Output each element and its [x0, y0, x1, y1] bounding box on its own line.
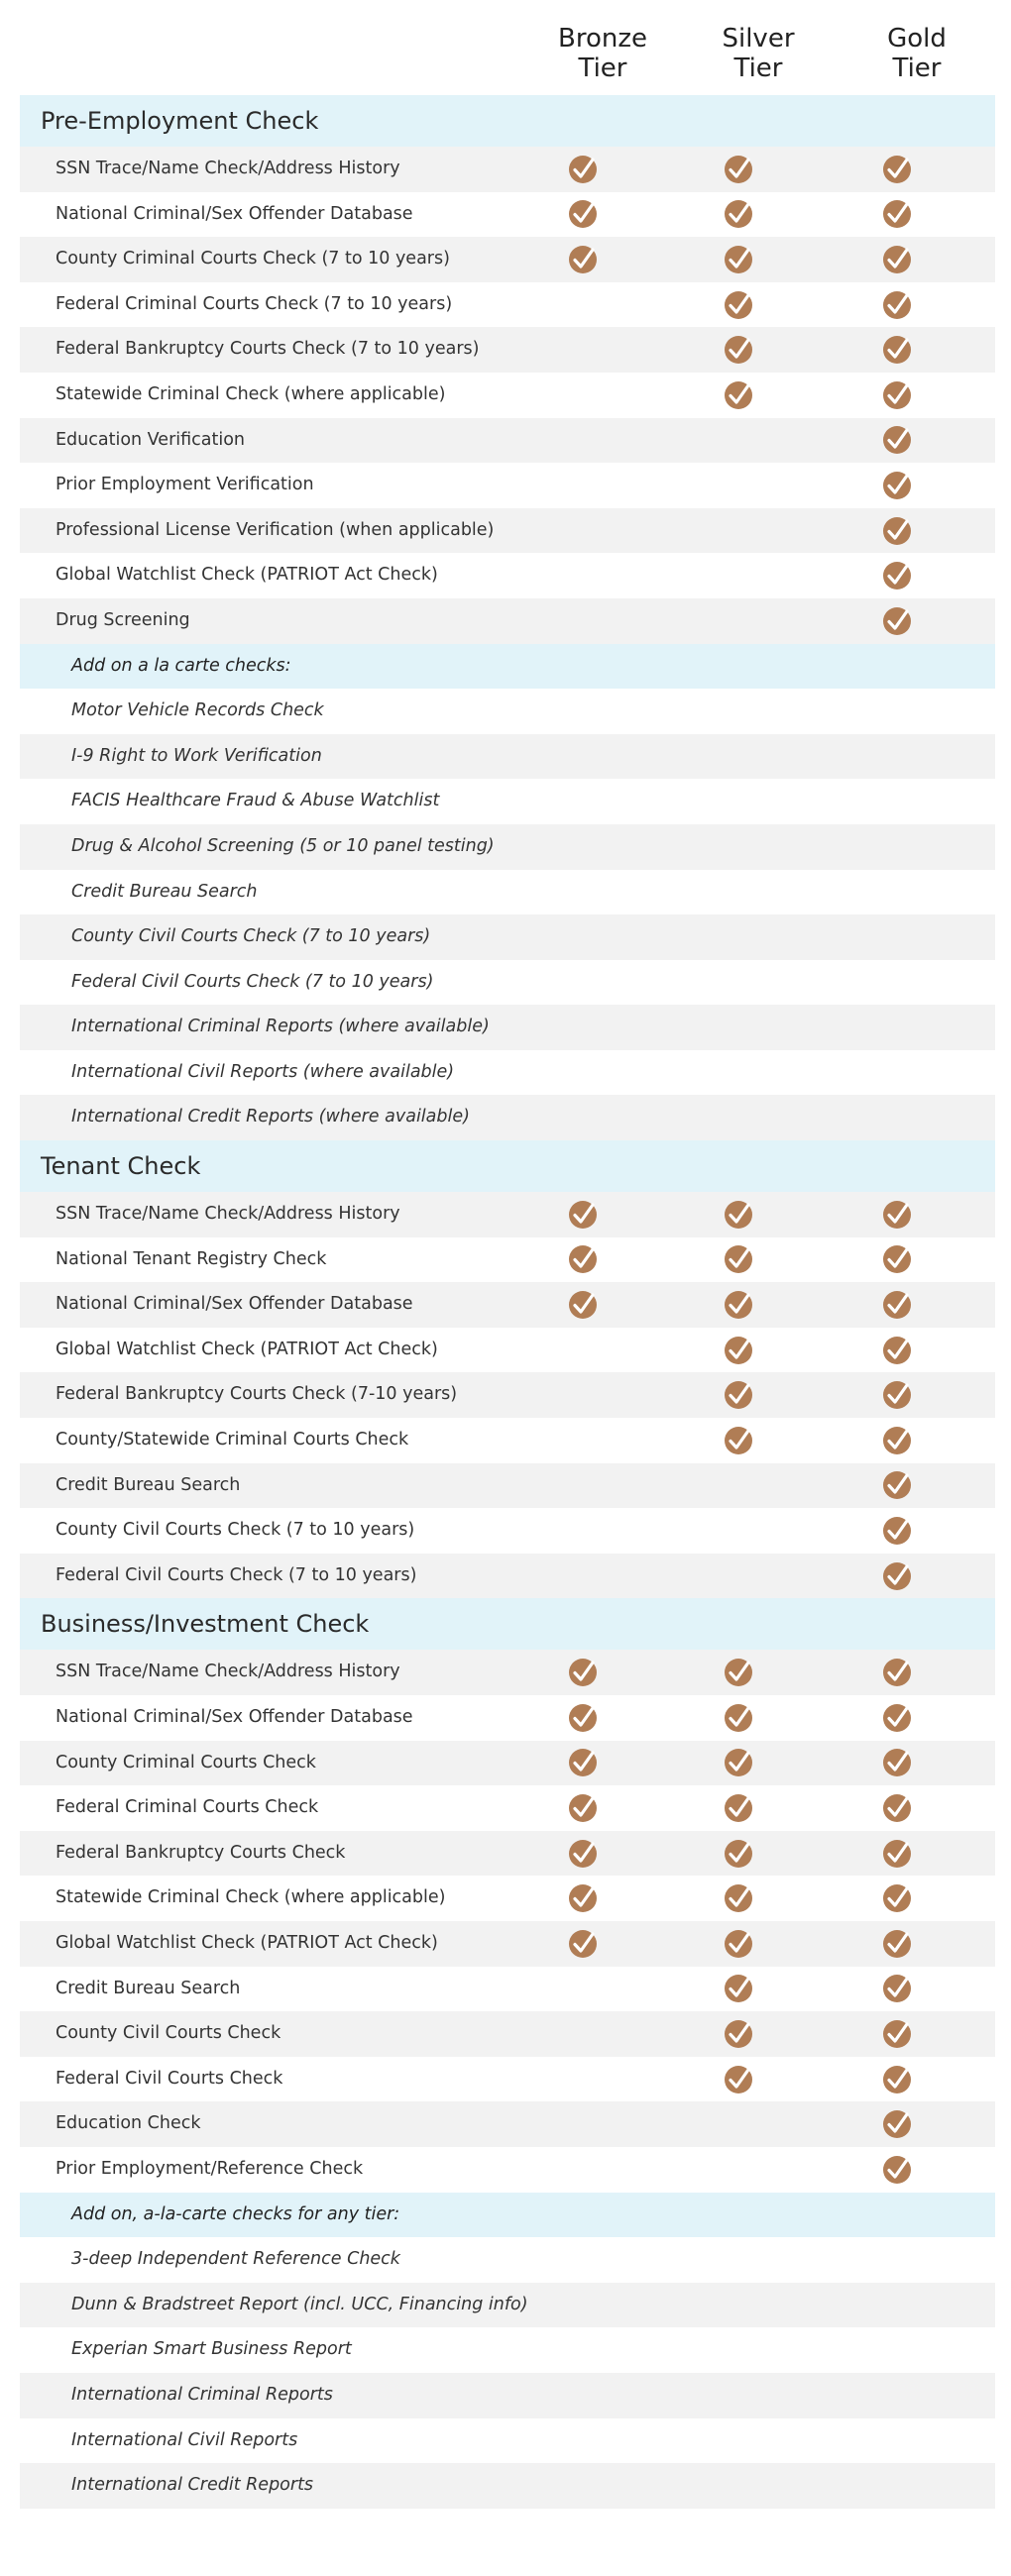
table-row [20, 1785, 995, 1831]
addon-row [20, 1095, 995, 1140]
check-icon-silver [724, 1839, 753, 1869]
addon-row [20, 2283, 995, 2328]
row-label: Prior Employment Verification [56, 475, 314, 495]
table-row [20, 1921, 995, 1967]
check-icon-silver [724, 1380, 753, 1410]
row-label: Dunn & Bradstreet Report (incl. UCC, Financing info) [71, 2294, 528, 2314]
row-label: County Civil Courts Check (7 to 10 years) [71, 926, 431, 947]
check-icon-bronze [568, 1200, 598, 1230]
table-row [20, 1237, 995, 1283]
table-row [20, 1372, 995, 1418]
row-label: Global Watchlist Check (PATRIOT Act Check) [56, 1339, 438, 1359]
check-icon-gold [882, 2109, 912, 2139]
check-icon-gold [882, 1658, 912, 1687]
row-label: Education Check [56, 2113, 201, 2134]
check-icon-gold [882, 290, 912, 320]
table-row [20, 2147, 995, 2193]
table-row [20, 1967, 995, 2012]
tier-header [0, 0, 1011, 95]
check-icon-silver [724, 1703, 753, 1733]
addon-row [20, 1005, 995, 1050]
comparison-table [20, 95, 995, 2509]
table-row [20, 1695, 995, 1741]
check-icon-silver [724, 1929, 753, 1959]
row-label: Add on, a-la-carte checks for any tier: [71, 2203, 400, 2224]
table-row [20, 1282, 995, 1328]
table-row [20, 1554, 995, 1599]
check-icon-silver [724, 245, 753, 274]
check-icon-gold [882, 1748, 912, 1777]
addon-row [20, 824, 995, 870]
check-icon-gold [882, 335, 912, 365]
check-icon-silver [724, 1748, 753, 1777]
tier-heading-gold [847, 24, 986, 83]
row-label: International Civil Reports (where available) [71, 1061, 455, 1082]
addon-header [20, 644, 995, 690]
check-icon-silver [724, 335, 753, 365]
tier-heading-bronze [533, 24, 672, 83]
table-row [20, 147, 995, 192]
check-icon-gold [882, 1336, 912, 1365]
addon-row [20, 2463, 995, 2509]
tier-suffix: Tier [892, 54, 942, 83]
check-icon-gold [882, 1380, 912, 1410]
addon-row [20, 870, 995, 915]
check-icon-gold [882, 1793, 912, 1823]
tier-suffix: Tier [578, 54, 627, 83]
check-icon-silver [724, 2019, 753, 2049]
row-label: Federal Bankruptcy Courts Check (7 to 10 years) [56, 339, 480, 360]
row-label: County Civil Courts Check (7 to 10 years) [56, 1520, 415, 1541]
row-label: International Credit Reports [71, 2475, 314, 2496]
check-icon-bronze [568, 199, 598, 229]
check-icon-bronze [568, 1839, 598, 1869]
check-icon-gold [882, 606, 912, 636]
table-row [20, 2011, 995, 2057]
section-title: Business/Investment Check [41, 1610, 370, 1639]
check-icon-gold [882, 1200, 912, 1230]
row-label: Add on a la carte checks: [71, 655, 291, 676]
addon-row [20, 1050, 995, 1096]
check-icon-gold [882, 1839, 912, 1869]
table-row [20, 327, 995, 373]
row-label: SSN Trace/Name Check/Address History [56, 1662, 400, 1682]
row-label: County Criminal Courts Check (7 to 10 years) [56, 249, 450, 269]
check-icon-bronze [568, 1244, 598, 1274]
table-row [20, 237, 995, 282]
table-row [20, 1876, 995, 1921]
row-label: Federal Criminal Courts Check [56, 1797, 319, 1818]
check-icon-gold [882, 516, 912, 546]
check-icon-gold [882, 1703, 912, 1733]
row-label: National Criminal/Sex Offender Database [56, 1294, 413, 1315]
table-row [20, 2101, 995, 2147]
table-row [20, 1463, 995, 1509]
check-icon-gold [882, 2155, 912, 2185]
addon-header [20, 2193, 995, 2238]
check-icon-gold [882, 425, 912, 455]
check-icon-bronze [568, 1748, 598, 1777]
row-label: National Tenant Registry Check [56, 1248, 327, 1269]
tier-heading-silver [689, 24, 828, 83]
addon-row [20, 734, 995, 780]
check-icon-silver [724, 1426, 753, 1455]
check-icon-gold [882, 1883, 912, 1913]
row-label: Federal Civil Courts Check (7 to 10 years) [56, 1564, 417, 1585]
check-icon-silver [724, 1336, 753, 1365]
check-icon-silver [724, 1200, 753, 1230]
row-label: SSN Trace/Name Check/Address History [56, 159, 400, 178]
table-row [20, 1328, 995, 1373]
row-label: Credit Bureau Search [56, 1978, 241, 1998]
section-header [20, 1140, 995, 1192]
row-label: Education Verification [56, 429, 246, 450]
table-row [20, 508, 995, 554]
check-icon-gold [882, 1290, 912, 1320]
row-label: International Credit Reports (where available) [71, 1107, 470, 1127]
row-label: International Criminal Reports [71, 2384, 333, 2405]
check-icon-gold [882, 561, 912, 590]
row-label: Federal Civil Courts Check [56, 2068, 283, 2089]
table-row [20, 282, 995, 328]
check-icon-gold [882, 155, 912, 184]
section-title: Pre-Employment Check [41, 107, 319, 135]
check-icon-gold [882, 471, 912, 500]
check-icon-bronze [568, 1793, 598, 1823]
addon-row [20, 960, 995, 1006]
row-label: FACIS Healthcare Fraud & Abuse Watchlist [71, 791, 440, 811]
addon-row [20, 2373, 995, 2418]
row-label: Statewide Criminal Check (where applicable) [56, 383, 446, 404]
row-label: I-9 Right to Work Verification [71, 745, 322, 766]
row-label: Credit Bureau Search [56, 1474, 241, 1495]
row-label: County/Statewide Criminal Courts Check [56, 1430, 409, 1450]
tier-name: Silver [722, 24, 795, 54]
table-row [20, 1418, 995, 1463]
tier-name: Gold [887, 24, 947, 54]
check-icon-gold [882, 2065, 912, 2094]
section-header [20, 1598, 995, 1650]
section-header [20, 95, 995, 147]
check-icon-bronze [568, 1703, 598, 1733]
table-row [20, 192, 995, 238]
check-icon-gold [882, 199, 912, 229]
table-row [20, 418, 995, 464]
table-row [20, 1508, 995, 1554]
row-label: International Criminal Reports (where available) [71, 1017, 490, 1037]
table-row [20, 553, 995, 598]
addon-row [20, 2418, 995, 2464]
check-icon-bronze [568, 245, 598, 274]
row-label: Federal Civil Courts Check (7 to 10 years) [71, 971, 434, 992]
row-label: International Civil Reports [71, 2429, 298, 2450]
row-label: Global Watchlist Check (PATRIOT Act Check) [56, 1932, 438, 1953]
addon-row [20, 779, 995, 824]
row-label: Drug & Alcohol Screening (5 or 10 panel testing) [71, 835, 495, 856]
check-icon-bronze [568, 1929, 598, 1959]
table-row [20, 2057, 995, 2102]
check-icon-gold [882, 1516, 912, 1546]
table-row [20, 463, 995, 508]
check-icon-gold [882, 245, 912, 274]
check-icon-silver [724, 1658, 753, 1687]
check-icon-silver [724, 1290, 753, 1320]
row-label: Drug Screening [56, 609, 190, 630]
check-icon-bronze [568, 1290, 598, 1320]
row-label: Federal Criminal Courts Check (7 to 10 years) [56, 293, 453, 314]
check-icon-gold [882, 2019, 912, 2049]
row-label: SSN Trace/Name Check/Address History [56, 1204, 400, 1225]
addon-row [20, 2237, 995, 2283]
check-icon-silver [724, 199, 753, 229]
row-label: County Criminal Courts Check [56, 1752, 316, 1772]
table-row [20, 1192, 995, 1237]
tier-name: Bronze [558, 24, 647, 54]
addon-row [20, 914, 995, 960]
section-title: Tenant Check [41, 1152, 201, 1181]
check-icon-silver [724, 380, 753, 410]
check-icon-bronze [568, 1883, 598, 1913]
check-icon-gold [882, 1929, 912, 1959]
check-icon-silver [724, 1974, 753, 2003]
check-icon-gold [882, 1470, 912, 1500]
check-icon-silver [724, 155, 753, 184]
table-row [20, 373, 995, 418]
check-icon-gold [882, 1426, 912, 1455]
row-label: Statewide Criminal Check (where applicable) [56, 1887, 446, 1908]
row-label: Prior Employment/Reference Check [56, 2158, 364, 2179]
row-label: Professional License Verification (when applicable) [56, 519, 495, 540]
check-icon-silver [724, 1793, 753, 1823]
check-icon-silver [724, 290, 753, 320]
check-icon-bronze [568, 1658, 598, 1687]
row-label: 3-deep Independent Reference Check [71, 2249, 400, 2270]
row-label: Global Watchlist Check (PATRIOT Act Check) [56, 565, 438, 586]
row-label: Experian Smart Business Report [71, 2339, 352, 2360]
table-row [20, 1650, 995, 1695]
row-label: National Criminal/Sex Offender Database [56, 1707, 413, 1727]
addon-row [20, 689, 995, 734]
check-icon-gold [882, 1974, 912, 2003]
check-icon-silver [724, 1883, 753, 1913]
tier-suffix: Tier [733, 54, 783, 83]
row-label: Federal Bankruptcy Courts Check (7-10 years) [56, 1384, 458, 1405]
row-label: County Civil Courts Check [56, 2023, 281, 2044]
check-icon-bronze [568, 155, 598, 184]
row-label: National Criminal/Sex Offender Database [56, 203, 413, 224]
table-row [20, 598, 995, 644]
addon-row [20, 2327, 995, 2373]
check-icon-gold [882, 1561, 912, 1591]
check-icon-silver [724, 2065, 753, 2094]
row-label: Federal Bankruptcy Courts Check [56, 1842, 346, 1863]
row-label: Credit Bureau Search [71, 881, 258, 902]
check-icon-gold [882, 1244, 912, 1274]
check-icon-silver [724, 1244, 753, 1274]
row-label: Motor Vehicle Records Check [71, 700, 324, 721]
check-icon-gold [882, 380, 912, 410]
table-row [20, 1831, 995, 1877]
table-row [20, 1741, 995, 1786]
